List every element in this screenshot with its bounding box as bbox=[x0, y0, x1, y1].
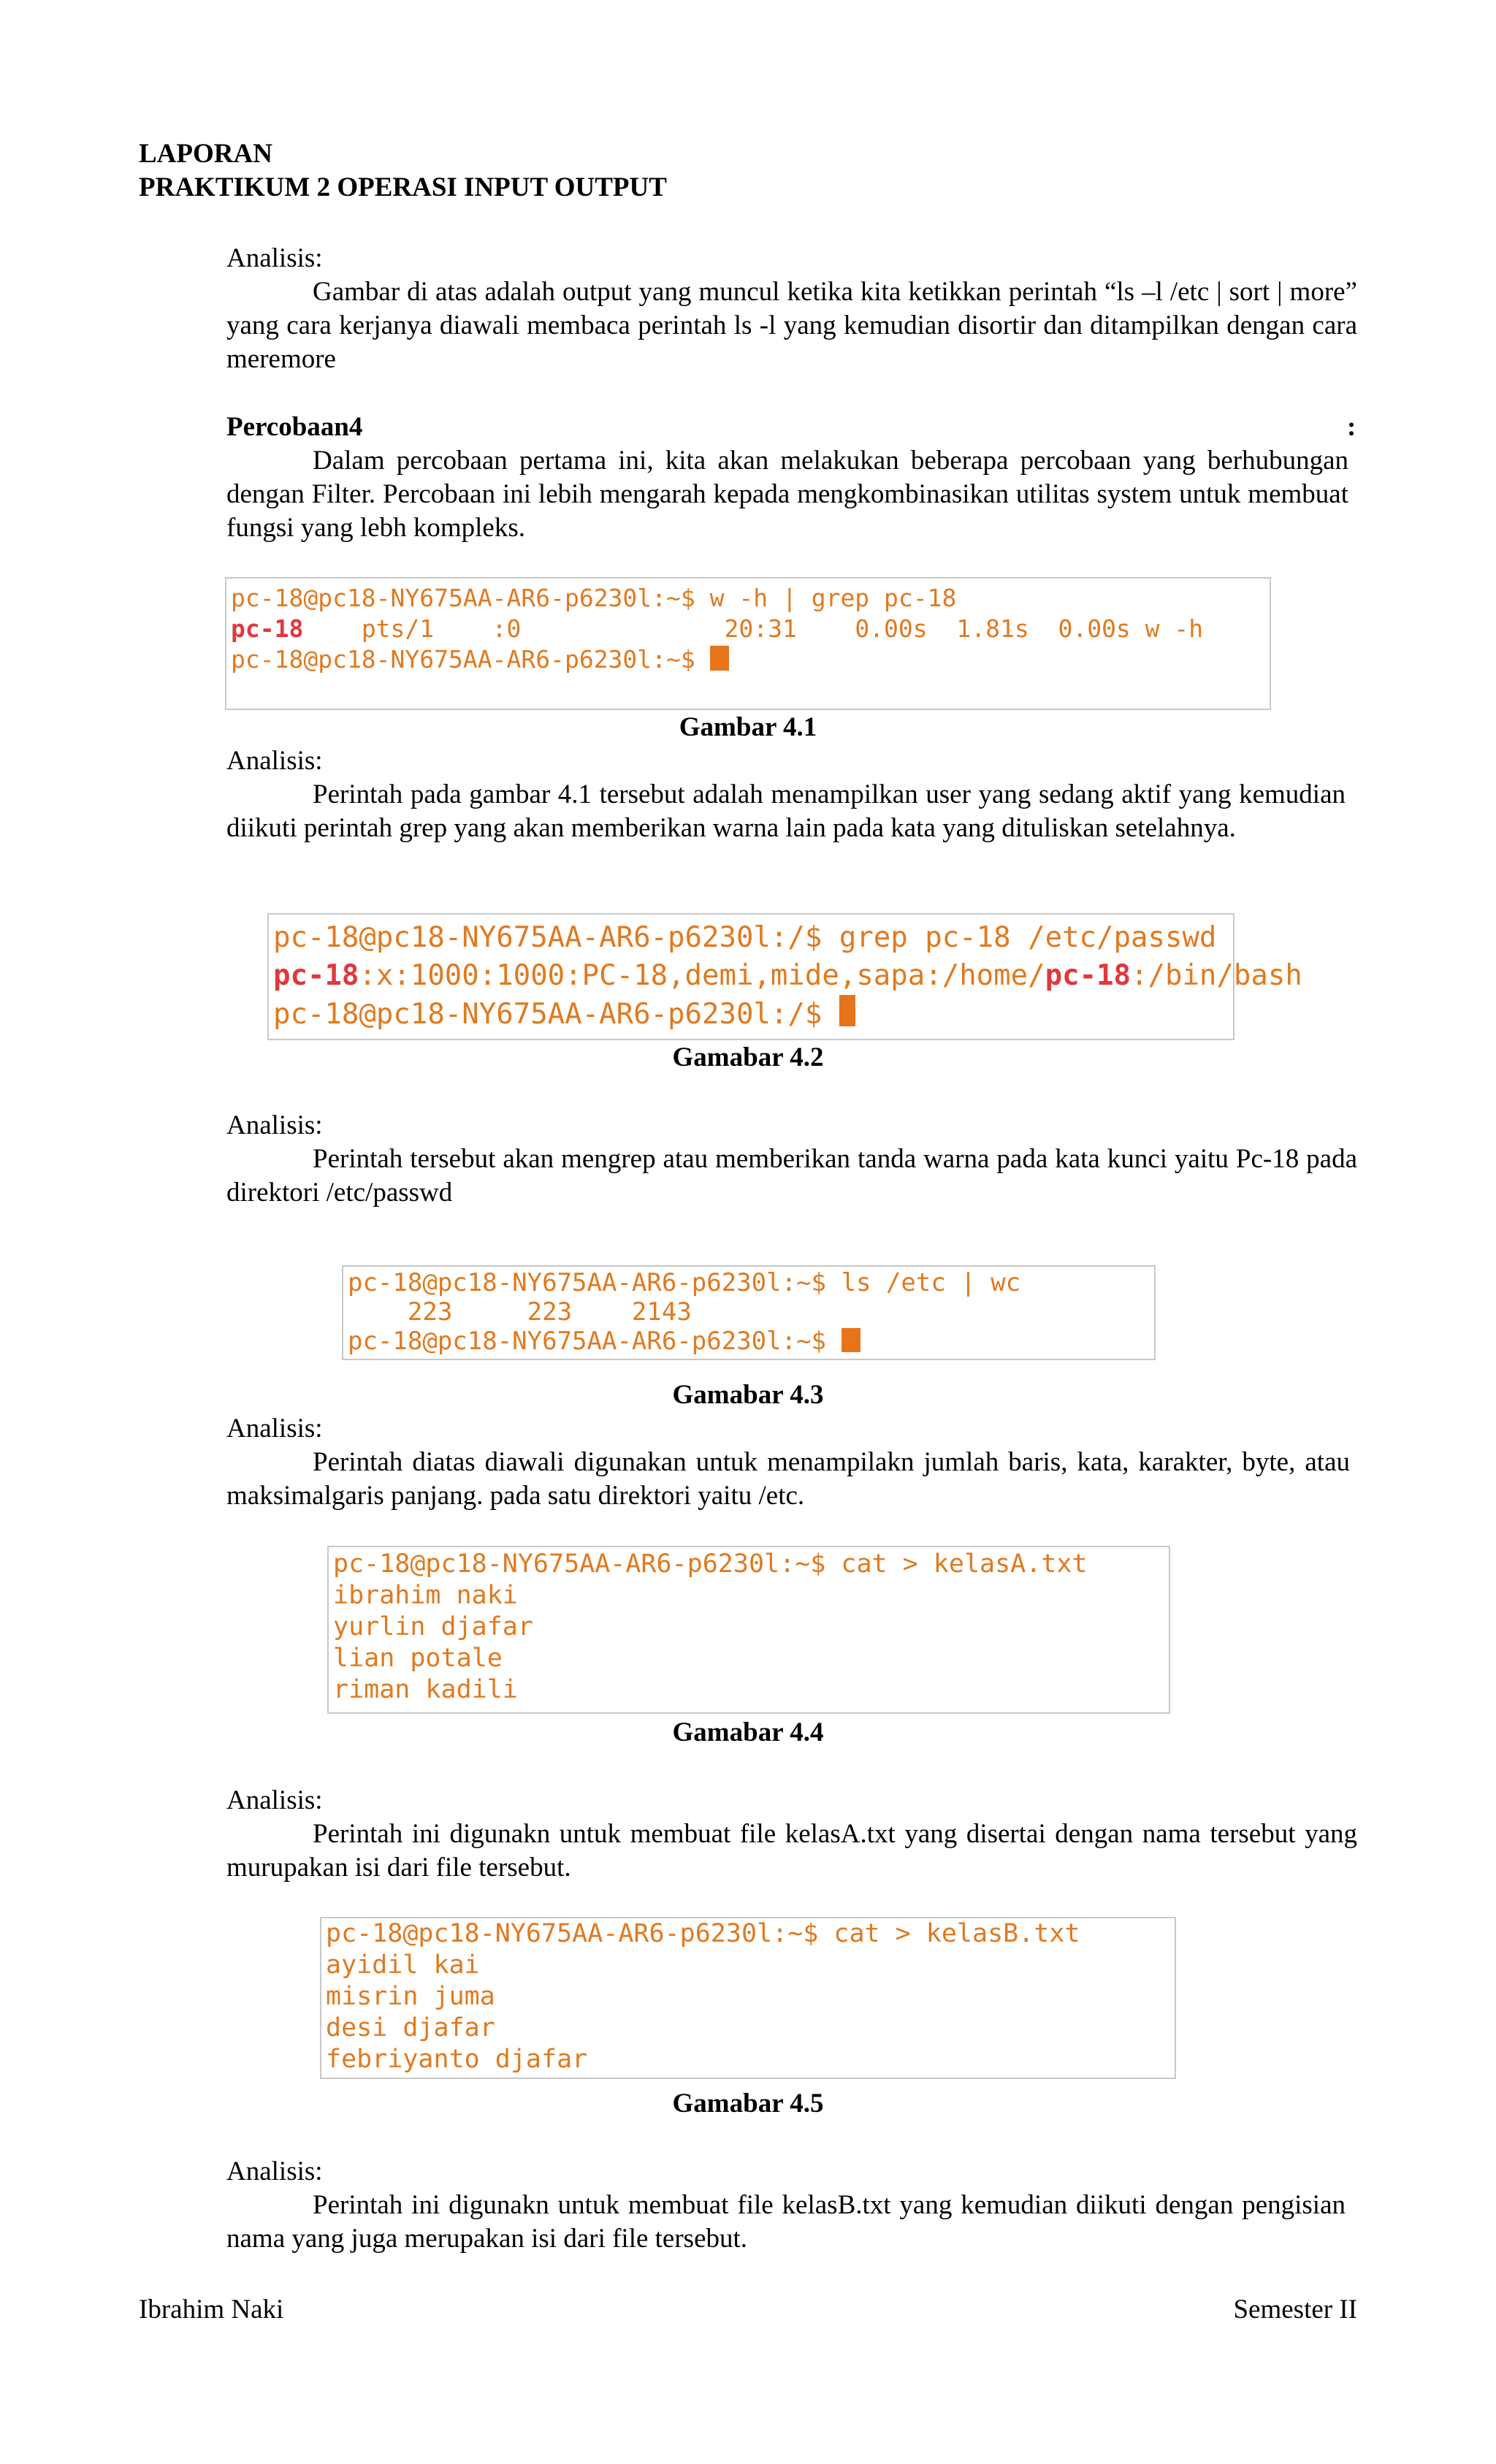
terminal-line bbox=[333, 1580, 518, 1611]
terminal-line bbox=[326, 2013, 495, 2044]
terminal-text: pc-18@pc18-NY675AA-AR6-p6230l:~$ ls /etc | wc bbox=[348, 1268, 1021, 1297]
terminal-screenshot bbox=[327, 1546, 1170, 1714]
terminal-line bbox=[231, 583, 956, 614]
terminal-line bbox=[333, 1643, 503, 1674]
terminal-text: pts/1 :0 20:31 0.00s 1.81s 0.00s w -h bbox=[303, 614, 1204, 643]
terminal-text: pc-18@pc18-NY675AA-AR6-p6230l:~$ bbox=[348, 1327, 842, 1356]
terminal-text: :/bin/bash bbox=[1131, 959, 1302, 992]
terminal-line bbox=[231, 614, 1203, 644]
terminal-text: ayidil kai bbox=[326, 1950, 480, 1980]
analysis-text: Perintah ini digunakn untuk membuat file kelasA.txt yang disertai dengan nama tersebut yang murupakan isi dari file tersebut. bbox=[226, 1819, 1357, 1883]
terminal-line bbox=[231, 644, 729, 675]
terminal-text: pc-18@pc18-NY675AA-AR6-p6230l:~$ bbox=[231, 645, 710, 674]
terminal-screenshot bbox=[225, 577, 1271, 710]
terminal-line bbox=[348, 1268, 1020, 1297]
percobaan-colon: : bbox=[1347, 412, 1356, 442]
terminal-line bbox=[273, 957, 1302, 995]
terminal-line bbox=[326, 1918, 1080, 1950]
terminal-text: ibrahim naki bbox=[333, 1581, 518, 1610]
terminal-text: pc-18@pc18-NY675AA-AR6-p6230l:~$ cat > kelasB.txt bbox=[326, 1919, 1080, 1948]
terminal-screenshot bbox=[267, 913, 1302, 1040]
intro-analysis-label: Analisis: bbox=[226, 243, 323, 273]
terminal-text: pc-18@pc18-NY675AA-AR6-p6230l:~$ cat > kelasA.txt bbox=[333, 1549, 1088, 1579]
cursor-block bbox=[710, 646, 729, 671]
terminal-text: misrin juma bbox=[326, 1982, 495, 2011]
report-title: LAPORAN bbox=[139, 139, 272, 169]
terminal-text: 223 223 2143 bbox=[348, 1297, 692, 1327]
analysis-label: Analisis: bbox=[226, 2156, 323, 2186]
figure-caption: Gamabar 4.5 bbox=[672, 2089, 824, 2118]
terminal-line bbox=[333, 1674, 518, 1706]
analysis-text: Perintah tersebut akan mengrep atau memberikan tanda warna pada kata kunci yaitu Pc-18 pada direktori /etc/passwd bbox=[226, 1144, 1357, 1208]
terminal-line bbox=[273, 919, 1216, 957]
cursor-block bbox=[842, 1328, 860, 1352]
terminal-text: :x:1000:1000:PC-18,demi,mide,sapa:/home/ bbox=[359, 959, 1045, 992]
intro-analysis-text: Gambar di atas adalah output yang muncul ketika kita ketikkan perintah “ls –l /etc | sort | more” yang cara kerjanya diawali membaca perintah ls -l yang kemudian disortir dan ditampilkan dengan cara meremore bbox=[226, 277, 1357, 374]
analysis-label: Analisis: bbox=[226, 1414, 323, 1443]
figure-caption: Gamabar 4.2 bbox=[672, 1042, 824, 1072]
highlighted-match: pc-18 bbox=[1045, 959, 1131, 992]
terminal-line bbox=[326, 2044, 587, 2075]
terminal-line bbox=[333, 1549, 1088, 1580]
terminal-line bbox=[348, 1297, 692, 1327]
terminal-text: riman kadili bbox=[333, 1675, 518, 1704]
analysis-text: Perintah ini digunakn untuk membuat file kelasB.txt yang kemudian diikuti dengan pengisian nama yang juga merupakan isi dari file tersebut. bbox=[226, 2190, 1346, 2254]
terminal-screenshot bbox=[320, 1917, 1176, 2079]
terminal-screenshot bbox=[342, 1265, 1156, 1360]
terminal-text: desi djafar bbox=[326, 2013, 495, 2042]
terminal-line bbox=[333, 1611, 533, 1643]
percobaan-title: Percobaan4 bbox=[226, 412, 363, 442]
analysis-label: Analisis: bbox=[226, 746, 323, 776]
figure-caption: Gamabar 4.3 bbox=[672, 1380, 824, 1410]
cursor-block bbox=[839, 995, 855, 1026]
analysis-text: Perintah diatas diawali digunakan untuk menampilakn jumlah baris, kata, karakter, byte, atau maksimalgaris panjang. pada satu direktori yaitu /etc. bbox=[226, 1447, 1350, 1511]
terminal-line bbox=[348, 1327, 860, 1356]
analysis-label: Analisis: bbox=[226, 1110, 323, 1140]
figure-caption: Gamabar 4.4 bbox=[672, 1717, 824, 1747]
analysis-text: Perintah pada gambar 4.1 tersebut adalah menampilkan user yang sedang aktif yang kemudian diikuti perintah grep yang akan memberikan warna lain pada kata yang dituliskan setelahnya. bbox=[226, 779, 1346, 843]
terminal-line bbox=[273, 995, 855, 1034]
report-subtitle: PRAKTIKUM 2 OPERASI INPUT OUTPUT bbox=[139, 172, 667, 202]
terminal-text: febriyanto djafar bbox=[326, 2045, 588, 2074]
figure-caption: Gambar 4.1 bbox=[679, 712, 817, 742]
terminal-text: pc-18@pc18-NY675AA-AR6-p6230l:/$ bbox=[273, 998, 839, 1031]
analysis-label: Analisis: bbox=[226, 1785, 323, 1815]
terminal-line bbox=[326, 1950, 480, 1981]
terminal-line bbox=[326, 1981, 495, 2013]
terminal-text: lian potale bbox=[333, 1644, 503, 1673]
highlighted-match: pc-18 bbox=[273, 959, 359, 992]
terminal-text: pc-18@pc18-NY675AA-AR6-p6230l:/$ grep pc-18 /etc/passwd bbox=[273, 921, 1217, 954]
footer-author: Ibrahim Naki bbox=[139, 2295, 284, 2324]
terminal-text: pc-18@pc18-NY675AA-AR6-p6230l:~$ w -h | grep pc-18 bbox=[231, 584, 957, 612]
percobaan-text: Dalam percobaan pertama ini, kita akan melakukan beberapa percobaan yang berhubungan dengan Filter. Percobaan ini lebih mengarah kepada mengkombinasikan utilitas system untuk membuat fungsi yang lebh kompleks. bbox=[226, 446, 1348, 543]
terminal-text: yurlin djafar bbox=[333, 1612, 533, 1641]
highlighted-match: pc-18 bbox=[231, 614, 304, 643]
footer-semester: Semester II bbox=[1233, 2295, 1357, 2324]
